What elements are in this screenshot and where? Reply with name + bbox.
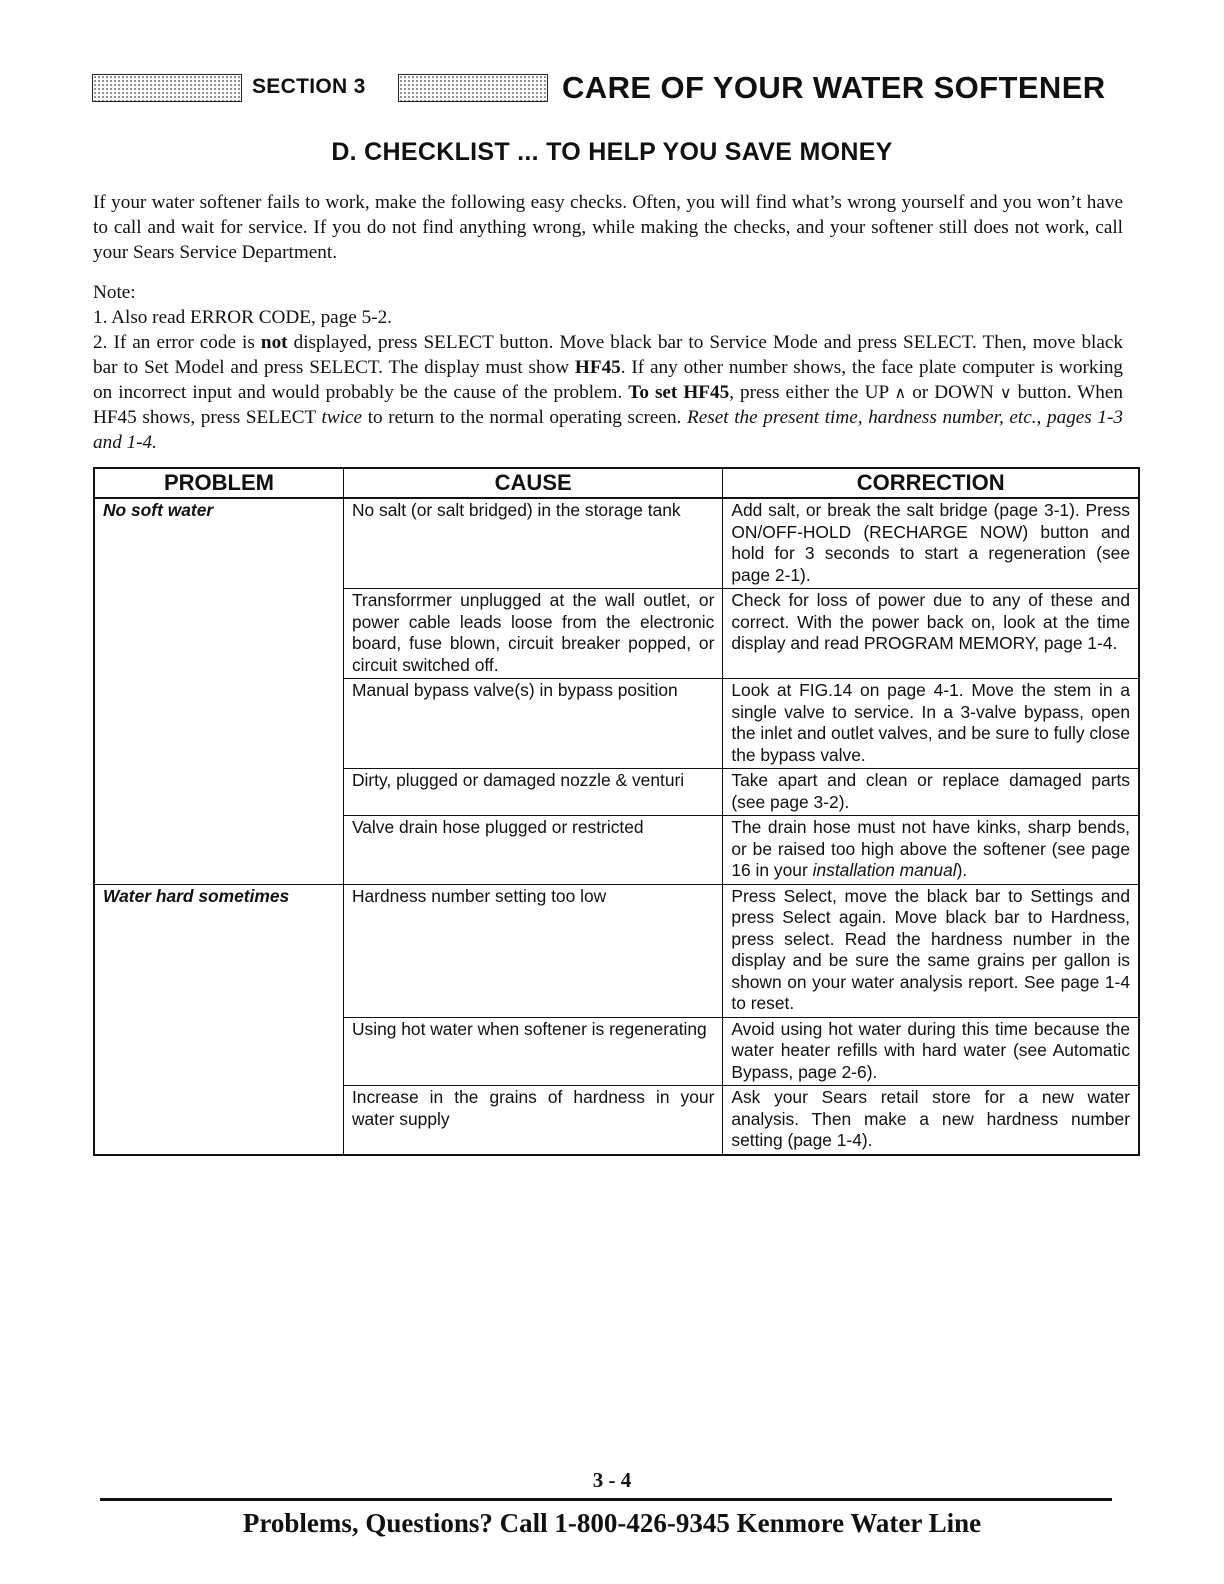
cause-cell: Dirty, plugged or damaged nozzle & venturi — [343, 769, 722, 816]
header-problem: PROBLEM — [94, 468, 343, 498]
correction-cell: Add salt, or break the salt bridge (page 3-1). Press ON/OFF-HOLD (RECHARGE NOW) button and hold for 3 seconds to start a regeneration (see page 2-1). — [723, 498, 1139, 589]
cause-cell: Transforrmer unplugged at the wall outlet, or power cable leads loose from the electronic board, fuse blown, circuit breaker popped, or circuit switched off. — [343, 589, 722, 679]
note-heading: Note: — [93, 282, 136, 303]
correction-cell: Ask your Sears retail store for a new water analysis. Then make a new hardness number setting (page 1-4). — [723, 1086, 1139, 1155]
checklist-title: D. CHECKLIST ... TO HELP YOU SAVE MONEY — [331, 138, 893, 166]
checklist-table — [93, 467, 1140, 1156]
table-header-row — [94, 468, 1139, 498]
cause-cell: Valve drain hose plugged or restricted — [343, 816, 722, 885]
footer-text: Problems, Questions? Call 1-800-426-9345 Kenmore Water Line — [242, 1508, 982, 1538]
cause-cell: No salt (or salt bridged) in the storage tank — [343, 498, 722, 589]
header-pattern-right — [398, 74, 548, 102]
correction-cell: Press Select, move the black bar to Settings and press Select again. Move black bar to Hardness, press select. Read the hardness number in the display and be sure the same grains per gallon is shown on your water analysis report. See page 1-4 to reset. — [723, 884, 1139, 1017]
notes-block — [93, 280, 1123, 455]
header-correction: CORRECTION — [723, 468, 1139, 498]
section-title: CARE OF YOUR WATER SOFTENER — [562, 70, 1106, 105]
cause-cell: Using hot water when softener is regenerating — [343, 1017, 722, 1086]
header-pattern-left — [92, 74, 242, 102]
up-symbol: ∧ — [894, 383, 907, 402]
correction-cell: Check for loss of power due to any of these and correct. With the power back on, look at the time display and read PROGRAM MEMORY, page 1-4. — [723, 589, 1139, 679]
header-cause: CAUSE — [343, 468, 722, 498]
table-row — [94, 884, 1139, 1017]
correction-cell: The drain hose must not have kinks, sharp bends, or be raised too high above the softener (see page 16 in your installation manual). — [723, 816, 1139, 885]
note-item-1: 1. Also read ERROR CODE, page 5-2. — [93, 307, 392, 328]
correction-cell: Look at FIG.14 on page 4-1. Move the stem in a single valve to service. In a 3-valve bypass, open the inlet and outlet valves, and be sure to fully close the bypass valve. — [723, 679, 1139, 769]
note-item-2: 2. If an error code is not displayed, press SELECT button. Move black bar to Service Mode and press SELECT. Then, move black bar to Set Model and press SELECT. The display must show HF45. If any other number shows, the face plate computer is working on incorrect input and would probably be the cause of the problem. To set HF45, press either the UP ∧ or DOWN ∨ button. When HF45 shows, press SELECT twice to return to the normal operating screen. Reset the present time, hardness number, etc., pages 1-3 and 1-4. — [93, 332, 1124, 453]
correction-cell: Avoid using hot water during this time because the water heater refills with hard water (see Automatic Bypass, page 2-6). — [723, 1017, 1139, 1086]
table-row — [94, 498, 1139, 589]
footer-divider — [100, 1498, 1112, 1501]
section-label: SECTION 3 — [252, 75, 366, 98]
reset-note: Reset the present time, hardness number, etc., pages 1-3 and 1-4. — [93, 407, 1123, 453]
down-symbol: ∨ — [999, 383, 1012, 402]
correction-cell: Take apart and clean or replace damaged parts (see page 3-2). — [723, 769, 1139, 816]
cause-cell: Hardness number setting too low — [343, 884, 722, 1017]
page-number: 3 - 4 — [592, 1468, 632, 1492]
problem-cell: No soft water — [94, 498, 343, 884]
intro-paragraph: If your water softener fails to work, make the following easy checks. Often, you will find what’s wrong yourself and you won’t have to call and wait for service. If you do not find anything wrong, while making the checks, and your softener still does not work, call your Sears Service Department. — [93, 192, 1123, 263]
cause-cell: Manual bypass valve(s) in bypass position — [343, 679, 722, 769]
problem-cell: Water hard sometimes — [94, 884, 343, 1155]
cause-cell: Increase in the grains of hardness in your water supply — [343, 1086, 722, 1155]
section-header — [92, 68, 1122, 112]
